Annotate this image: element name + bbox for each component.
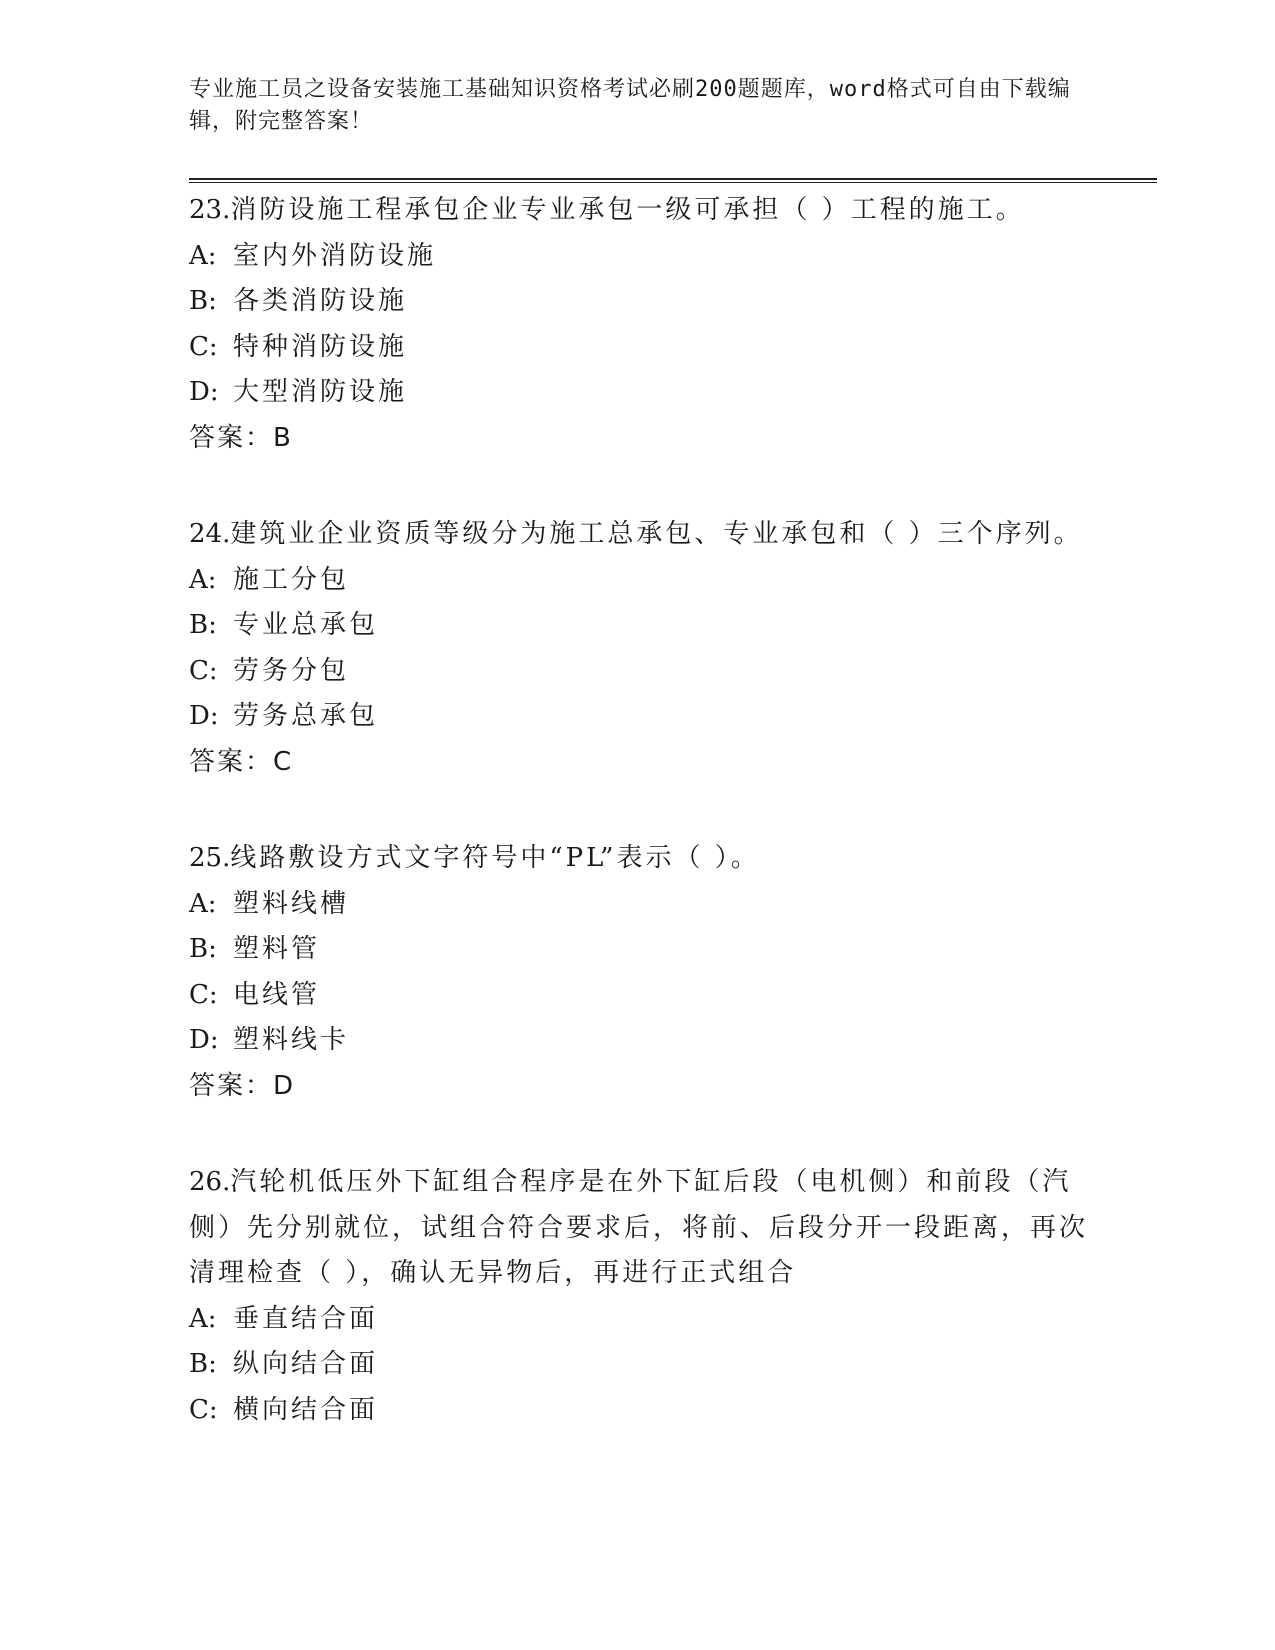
option-text: 塑料线卡 — [233, 1025, 350, 1055]
option-letter: A: — [189, 888, 217, 919]
option-text: 电线管 — [233, 979, 321, 1010]
question-stem — [189, 1160, 1089, 1297]
question-26 — [189, 1160, 1089, 1433]
option-text: 塑料线槽 — [233, 888, 350, 919]
option-text: 塑料管 — [233, 934, 321, 964]
option-a — [189, 1297, 1089, 1343]
option-letter: C: — [189, 655, 218, 686]
option-text: 施工分包 — [233, 564, 350, 595]
option-text: 大型消防设施 — [233, 377, 408, 407]
option-a — [189, 558, 1089, 604]
question-number: 24. — [189, 519, 231, 549]
question-25 — [189, 836, 1089, 1109]
option-letter: C: — [189, 331, 218, 362]
option-letter: D: — [189, 377, 219, 407]
document-header: 专业施工员之设备安装施工基础知识资格考试必刷200题题库，word格式可自由下载编辑，附完整答案！ — [189, 77, 1071, 134]
option-text: 室内外消防设施 — [233, 240, 437, 271]
option-a — [189, 234, 1089, 280]
option-b — [189, 279, 1089, 325]
option-letter: C: — [189, 979, 218, 1010]
question-number: 26. — [189, 1167, 231, 1197]
question-stem — [189, 188, 1089, 234]
option-letter: B: — [189, 286, 217, 316]
option-a — [189, 882, 1089, 928]
option-d — [189, 370, 1089, 416]
option-letter: D: — [189, 1025, 219, 1055]
option-d — [189, 1018, 1089, 1064]
option-letter: B: — [189, 934, 217, 964]
option-letter: B: — [189, 1349, 217, 1379]
question-text: 消防设施工程承包企业专业承包一级可承担（ ）工程的施工。 — [230, 195, 1025, 225]
option-letter: A: — [189, 564, 217, 595]
question-number: 23. — [189, 195, 231, 225]
question-list — [189, 188, 1089, 1484]
question-stem — [189, 836, 1089, 882]
option-b — [189, 927, 1089, 973]
option-text: 垂直结合面 — [233, 1303, 379, 1334]
option-text: 专业总承包 — [233, 610, 379, 640]
option-letter: A: — [189, 1303, 217, 1334]
answer-line: 答案：D — [189, 1070, 296, 1101]
option-text: 各类消防设施 — [233, 286, 408, 316]
question-23 — [189, 188, 1089, 461]
option-text: 劳务总承包 — [233, 701, 379, 731]
option-d — [189, 694, 1089, 740]
answer-line: 答案：C — [189, 746, 294, 777]
option-c — [189, 325, 1089, 371]
option-text: 纵向结合面 — [233, 1349, 379, 1379]
question-number: 25. — [189, 843, 231, 873]
option-letter: A: — [189, 240, 217, 271]
option-letter: B: — [189, 610, 217, 640]
header-divider — [189, 178, 1157, 183]
option-c — [189, 1388, 1089, 1434]
question-24 — [189, 512, 1089, 785]
question-text: 建筑业企业资质等级分为施工总承包、专业承包和（ ）三个序列。 — [230, 519, 1083, 549]
question-text: 线路敷设方式文字符号中“PL”表示（ ）。 — [230, 843, 760, 873]
option-text: 劳务分包 — [233, 655, 350, 686]
option-text: 横向结合面 — [233, 1394, 379, 1425]
question-stem — [189, 512, 1089, 558]
option-letter: C: — [189, 1394, 218, 1425]
answer-line: 答案：B — [189, 422, 293, 453]
option-letter: D: — [189, 701, 219, 731]
option-b — [189, 1342, 1089, 1388]
option-c — [189, 973, 1089, 1019]
option-text: 特种消防设施 — [233, 331, 408, 362]
option-b — [189, 603, 1089, 649]
option-c — [189, 649, 1089, 695]
question-text: 汽轮机低压外下缸组合程序是在外下缸后段（电机侧）和前段（汽侧）先分别就位，试组合符合要求后，将前、后段分开一段距离，再次清理检查（ ），确认无异物后，再进行正式组合 — [189, 1167, 1089, 1288]
